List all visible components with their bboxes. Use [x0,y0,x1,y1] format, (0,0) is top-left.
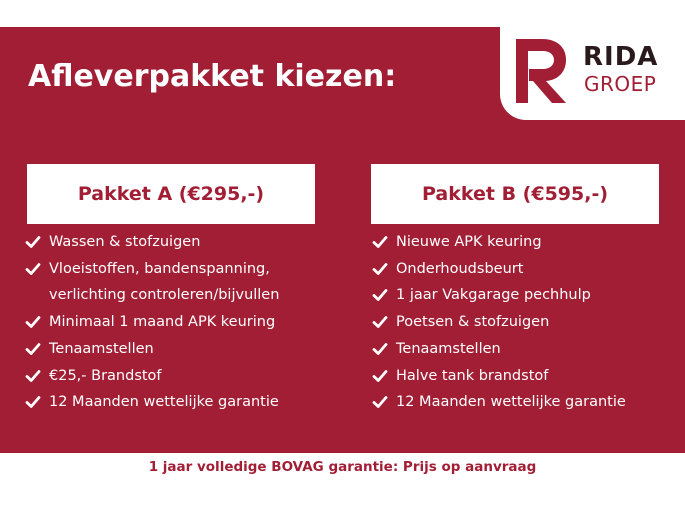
checkmark-icon [25,363,41,389]
list-item [372,229,626,256]
checkmark-icon [25,229,41,255]
checkmark-icon [25,336,41,362]
checkmark-icon [372,309,388,335]
checkmark-icon [372,256,388,282]
list-item [372,256,626,283]
list-item-label: €25,- Brandstof [49,367,162,384]
checkmark-icon [372,282,388,308]
checkmark-icon [372,389,388,415]
list-item [25,229,279,256]
list-item [25,336,279,363]
footer-note: 1 jaar volledige BOVAG garantie: Prijs op aanvraag [148,459,537,475]
list-item [25,309,279,336]
list-item [372,309,626,336]
list-item-label: 12 Maanden wettelijke garantie [49,394,279,411]
checkmark-icon [372,363,388,389]
list-item [25,363,279,390]
rida-r-logo-icon [512,31,574,107]
checkmark-icon [25,256,41,282]
logo-subtitle: GROEP [584,72,657,96]
checkmark-icon [25,309,41,335]
list-item-label: Poetsen & stofzuigen [396,314,550,331]
logo-name: RIDA [583,42,659,72]
logo-badge [500,19,685,120]
list-item-label: Halve tank brandstof [396,367,549,384]
list-item-label: Wassen & stofzuigen [49,234,201,250]
list-item-label: 1 jaar Vakgarage pechhulp [396,287,591,304]
list-item [372,336,626,363]
page-title: Afleverpakket kiezen: [28,59,397,94]
list-item-label: Vloeistoffen, bandenspanning, verlichting controleren/bijvullen [49,260,280,304]
list-item [372,282,626,309]
package-a-feature-list [25,229,279,416]
checkmark-icon [372,336,388,362]
list-item-label: Minimaal 1 maand APK keuring [49,314,276,331]
list-item-label: 12 Maanden wettelijke garantie [396,394,626,411]
list-item-label: Tenaamstellen [396,340,501,357]
package-b-heading: Pakket B (€595,-) [371,164,659,224]
list-item [25,389,279,416]
package-b-feature-list [372,229,626,416]
list-item-label: Onderhoudsbeurt [396,260,524,277]
list-item-label: Nieuwe APK keuring [396,234,542,250]
checkmark-icon [372,229,388,255]
list-item [372,363,626,390]
checkmark-icon [25,389,41,415]
list-item [372,389,626,416]
package-a-heading: Pakket A (€295,-) [27,164,315,224]
list-item-label: Tenaamstellen [49,340,154,357]
list-item [25,256,279,309]
